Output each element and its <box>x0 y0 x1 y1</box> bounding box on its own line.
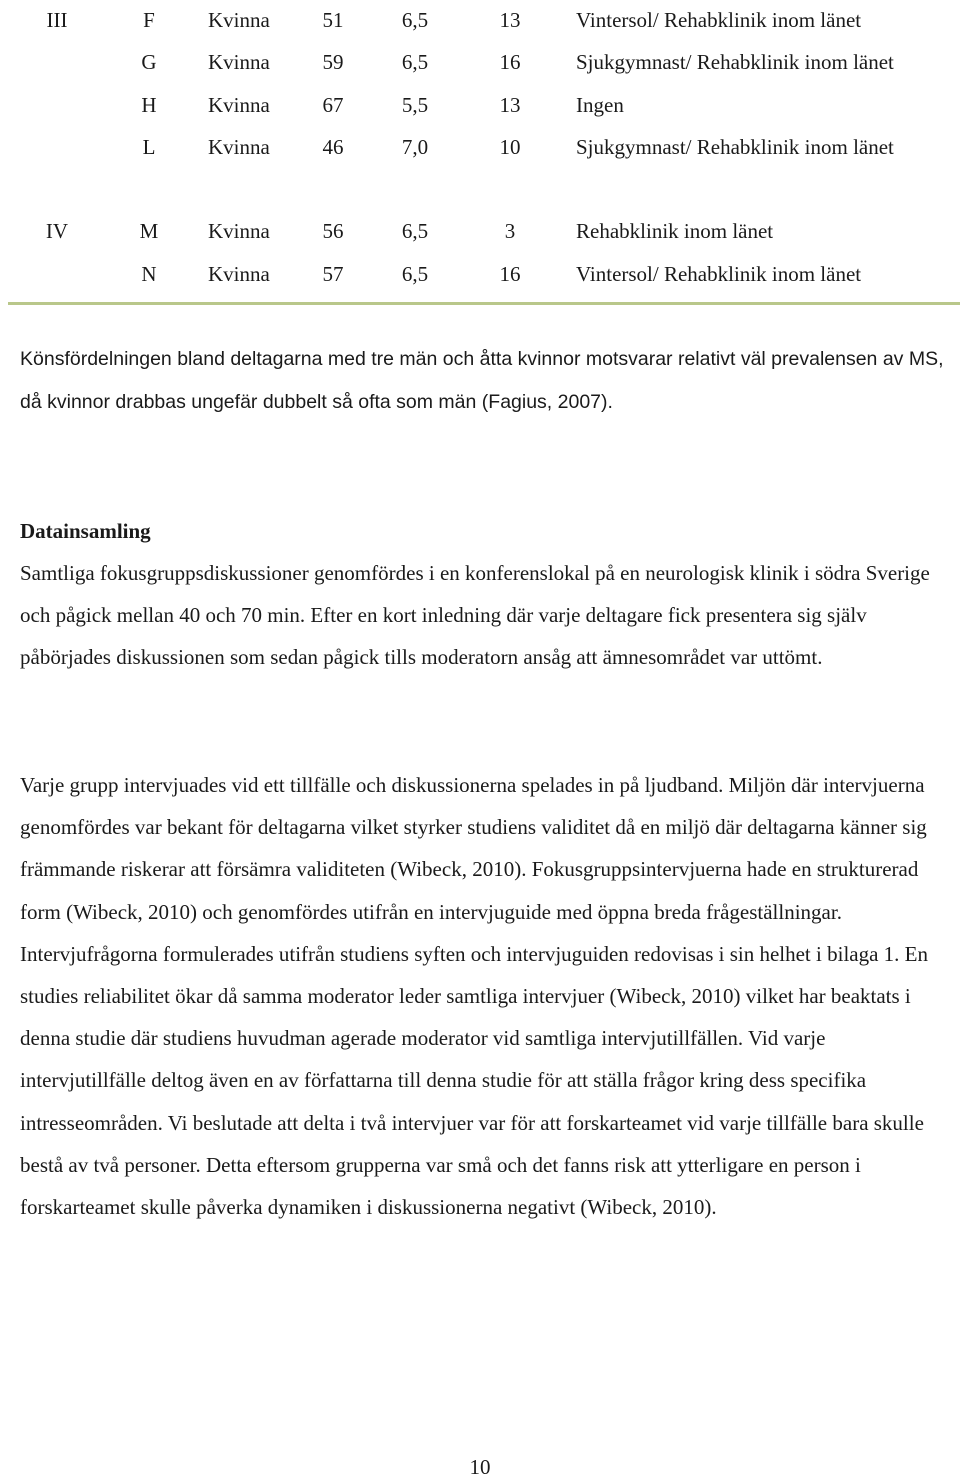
table-row <box>0 90 960 120</box>
table-row <box>0 5 960 35</box>
group-cell: III <box>46 8 68 32</box>
body-paragraph: Varje grupp intervjuades vid ett tillfälle och diskussionerna spelades in på ljudband. Miljön där intervjuerna genomfördes var bekant för deltagarna vilket styrker studiens validitet då en miljö där deltagarna känner sig främmande riskerar att försämra validiteten (Wibeck, 2010). Fokusgruppsintervjuerna hade en strukturerad form (Wibeck, 2010) och genomfördes utifrån en intervjuguide med öppna breda frågeställningar. Intervjufrågorna formulerades utifrån studiens syften och intervjuguiden redovisas i sin helhet i bilaga 1. En studies reliabilitet ökar då samma moderator leder samtliga intervjuer (Wibeck, 2010) vilket har beaktats i denna studie där studiens huvudman agerade moderator vid samtliga intervjutillfällen. Vid varje intervjutillfälle deltog även en av författarna till denna studie för att ställa frågor kring dess specifika intresseområden. Vi beslutade att delta i två intervjuer var för att forskarteamet vid varje tillfälle bara skulle bestå av två personer. Detta eftersom grupperna var små och det fanns risk att ytterligare en person i forskarteamet skulle påverka dynamiken i diskussionerna negativt (Wibeck, 2010). <box>20 773 928 1220</box>
age-cell: 51 <box>322 8 344 32</box>
rehab-cell: Vintersol/ Rehabklinik inom länet <box>576 8 862 32</box>
score-cell: 6,5 <box>401 50 429 74</box>
participant-id-cell: N <box>141 262 157 286</box>
participant-id-cell: M <box>139 219 159 243</box>
gender-distribution-paragraph: Könsfördelningen bland deltagarna med tre män och åtta kvinnor motsvarar relativt väl prevalensen av MS, då kvinnor drabbas ungefär dubbelt så ofta som män (Fagius, 2007). <box>20 348 944 413</box>
age-cell: 57 <box>322 262 344 286</box>
years-cell: 3 <box>504 219 516 243</box>
score-cell: 6,5 <box>401 262 429 286</box>
score-cell: 5,5 <box>401 93 429 117</box>
age-cell: 56 <box>322 219 344 243</box>
participant-id-cell: G <box>141 50 157 74</box>
participant-id-cell: L <box>142 135 156 159</box>
gender-cell: Kvinna <box>208 262 270 286</box>
years-cell: 10 <box>499 135 521 159</box>
gender-cell: Kvinna <box>208 50 270 74</box>
age-cell: 46 <box>322 135 344 159</box>
years-cell: 13 <box>499 8 521 32</box>
gender-cell: Kvinna <box>208 8 270 32</box>
table-row <box>0 259 960 289</box>
body-paragraph: Samtliga fokusgruppsdiskussioner genomfördes i en konferenslokal på en neurologisk klinik i södra Sverige och pågick mellan 40 och 70 min. Efter en kort inledning där varje deltagare fick presentera sig själv påbörjades diskussionen som sedan pågick tills moderatorn ansåg att ämnesområdet var uttömt. <box>20 561 930 670</box>
years-cell: 16 <box>499 262 521 286</box>
years-cell: 16 <box>499 50 521 74</box>
rehab-cell: Ingen <box>576 93 624 117</box>
age-cell: 59 <box>322 50 344 74</box>
table-row <box>0 132 960 162</box>
rehab-cell: Sjukgymnast/ Rehabklinik inom länet <box>576 135 894 159</box>
score-cell: 6,5 <box>401 219 429 243</box>
participant-id-cell: H <box>141 93 157 117</box>
table-row <box>0 216 960 246</box>
page-number: 10 <box>469 1455 491 1479</box>
score-cell: 7,0 <box>401 135 429 159</box>
years-cell: 13 <box>499 93 521 117</box>
gender-cell: Kvinna <box>208 135 270 159</box>
age-cell: 67 <box>322 93 344 117</box>
rehab-cell: Vintersol/ Rehabklinik inom länet <box>576 262 862 286</box>
participant-id-cell: F <box>143 8 155 32</box>
table-row <box>0 47 960 77</box>
score-cell: 6,5 <box>401 8 429 32</box>
rehab-cell: Rehabklinik inom länet <box>576 219 774 243</box>
group-cell: IV <box>45 219 69 243</box>
table-bottom-rule <box>8 302 960 305</box>
rehab-cell: Sjukgymnast/ Rehabklinik inom länet <box>576 50 894 74</box>
section-heading: Datainsamling <box>20 519 151 543</box>
gender-cell: Kvinna <box>208 93 270 117</box>
gender-cell: Kvinna <box>208 219 270 243</box>
